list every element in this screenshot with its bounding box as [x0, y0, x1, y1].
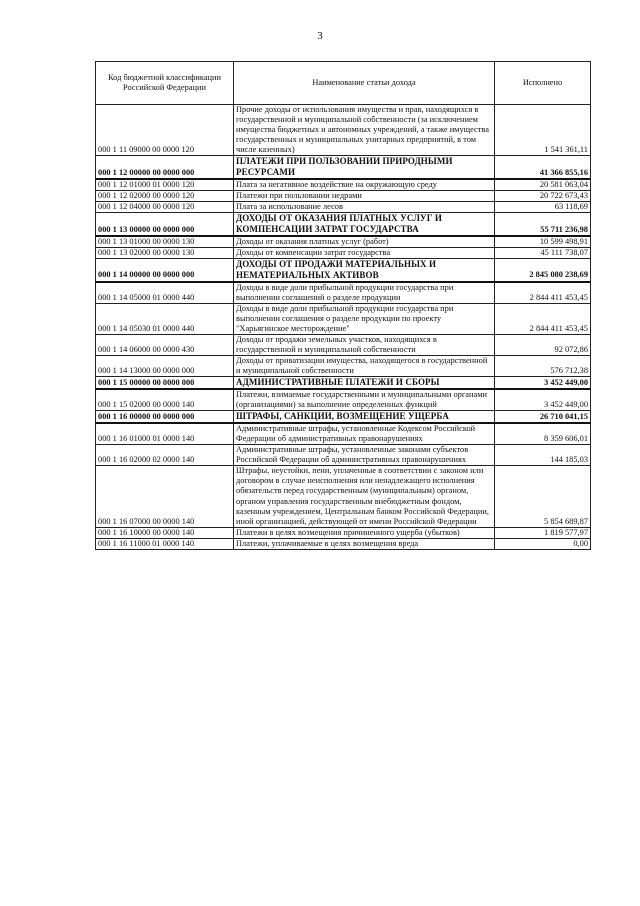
- value-cell: 2 845 080 238,69: [495, 258, 591, 281]
- header-name: Наименование статьи дохода: [234, 62, 495, 105]
- table-row: [96, 527, 591, 538]
- table-row: [96, 334, 591, 355]
- code-cell: 000 1 16 01000 01 0000 140: [96, 423, 234, 445]
- value-cell: 26 710 041,15: [495, 411, 591, 423]
- code-cell: 000 1 11 09000 00 0000 120: [96, 105, 234, 156]
- name-cell: Прочие доходы от использования имущества и прав, находящихся в государственной и муниципальной собственности (за исключением имущества бюджетных и автономных учреждений, а также имущества государственных и муниципальных унитарных предприятий, в том числе казенных): [234, 105, 495, 156]
- revenue-table: [95, 61, 591, 550]
- table-row: [96, 236, 591, 248]
- table-row: [96, 282, 591, 304]
- table-row: [96, 538, 591, 549]
- table-row: [96, 105, 591, 156]
- name-cell: Доходы от компенсации затрат государства: [234, 247, 495, 258]
- code-cell: 000 1 16 11000 01 0000 140: [96, 538, 234, 549]
- name-cell: ДОХОДЫ ОТ ПРОДАЖИ МАТЕРИАЛЬНЫХ И НЕМАТЕРИАЛЬНЫХ АКТИВОВ: [234, 258, 495, 281]
- value-cell: 0,00: [495, 538, 591, 549]
- name-cell: Доходы в виде доли прибыльной продукции государства при выполнении соглашения о разделе продукции по проекту "Харьягинское месторождение": [234, 303, 495, 334]
- value-cell: 8 359 606,01: [495, 423, 591, 445]
- header-value: Исполнено: [495, 62, 591, 105]
- code-cell: 000 1 12 02000 00 0000 120: [96, 191, 234, 202]
- table-header-row: [96, 62, 591, 105]
- name-cell: ШТРАФЫ, САНКЦИИ, ВОЗМЕЩЕНИЕ УЩЕРБА: [234, 411, 495, 423]
- name-cell: Доходы от приватизации имущества, находящегося в государственной и муниципальной собственности: [234, 356, 495, 377]
- name-cell: Доходы от продажи земельных участков, находящихся в государственной и муниципальной собственности: [234, 334, 495, 355]
- value-cell: 20 722 673,43: [495, 191, 591, 202]
- code-cell: 000 1 15 02000 00 0000 140: [96, 389, 234, 411]
- section-row: [96, 377, 591, 389]
- table-row: [96, 466, 591, 527]
- code-cell: 000 1 13 02000 00 0000 130: [96, 247, 234, 258]
- section-row: [96, 213, 591, 236]
- value-cell: 2 844 411 453,45: [495, 303, 591, 334]
- header-code: Код бюджетной классификации Российской Федерации: [96, 62, 234, 105]
- value-cell: 45 111 738,07: [495, 247, 591, 258]
- code-cell: 000 1 12 04000 00 0000 120: [96, 202, 234, 213]
- code-cell: 000 1 14 00000 00 0000 000: [96, 258, 234, 281]
- table-row: [96, 247, 591, 258]
- table-row: [96, 179, 591, 191]
- code-cell: 000 1 15 00000 00 0000 000: [96, 377, 234, 389]
- section-row: [96, 156, 591, 179]
- name-cell: Платежи, уплачиваемые в целях возмещения вреда: [234, 538, 495, 549]
- page-number: 3: [317, 30, 323, 42]
- name-cell: Штрафы, неустойки, пени, уплаченные в соответствии с законом или договором в случае неисполнения или ненадлежащего исполнения обязательств перед государственным (муниципальным) органом, органом управления государственным внебюджетным фондом, казенным учреждением, Центральным банком Российской Федерации, иной организацией, действующей от имени Российской Федерации: [234, 466, 495, 527]
- value-cell: 3 452 449,00: [495, 377, 591, 389]
- value-cell: 2 844 411 453,45: [495, 282, 591, 304]
- name-cell: Платежи в целях возмещения причиненного ущерба (убытков): [234, 527, 495, 538]
- code-cell: 000 1 14 13000 00 0000 000: [96, 356, 234, 377]
- name-cell: ПЛАТЕЖИ ПРИ ПОЛЬЗОВАНИИ ПРИРОДНЫМИ РЕСУРСАМИ: [234, 156, 495, 179]
- code-cell: 000 1 14 06000 00 0000 430: [96, 334, 234, 355]
- name-cell: ДОХОДЫ ОТ ОКАЗАНИЯ ПЛАТНЫХ УСЛУГ И КОМПЕНСАЦИИ ЗАТРАТ ГОСУДАРСТВА: [234, 213, 495, 236]
- value-cell: 55 711 236,98: [495, 213, 591, 236]
- code-cell: 000 1 12 00000 00 0000 000: [96, 156, 234, 179]
- code-cell: 000 1 16 02000 02 0000 140: [96, 445, 234, 466]
- value-cell: 1 819 577,97: [495, 527, 591, 538]
- name-cell: Плата за использование лесов: [234, 202, 495, 213]
- code-cell: 000 1 16 00000 00 0000 000: [96, 411, 234, 423]
- value-cell: 63 118,69: [495, 202, 591, 213]
- table-row: [96, 389, 591, 411]
- section-row: [96, 411, 591, 423]
- name-cell: Административные штрафы, установленные Кодексом Российской Федерации об административных правонарушениях: [234, 423, 495, 445]
- table-row: [96, 356, 591, 377]
- table-row: [96, 202, 591, 213]
- name-cell: Доходы в виде доли прибыльной продукции государства при выполнении соглашений о разделе продукции: [234, 282, 495, 304]
- code-cell: 000 1 16 07000 00 0000 140: [96, 466, 234, 527]
- code-cell: 000 1 16 10000 00 0000 140: [96, 527, 234, 538]
- code-cell: 000 1 13 01000 00 0000 130: [96, 236, 234, 248]
- name-cell: АДМИНИСТРАТИВНЫЕ ПЛАТЕЖИ И СБОРЫ: [234, 377, 495, 389]
- name-cell: Платежи, взимаемые государственными и муниципальными органами (организациями) за выполнение определенных функций: [234, 389, 495, 411]
- table-row: [96, 191, 591, 202]
- value-cell: 41 366 855,16: [495, 156, 591, 179]
- value-cell: 1 541 361,11: [495, 105, 591, 156]
- name-cell: Платежи при пользовании недрами: [234, 191, 495, 202]
- code-cell: 000 1 13 00000 00 0000 000: [96, 213, 234, 236]
- value-cell: 10 599 498,91: [495, 236, 591, 248]
- value-cell: 20 581 063,04: [495, 179, 591, 191]
- code-cell: 000 1 14 05030 01 0000 440: [96, 303, 234, 334]
- table-row: [96, 303, 591, 334]
- value-cell: 144 185,03: [495, 445, 591, 466]
- value-cell: 3 452 449,00: [495, 389, 591, 411]
- section-row: [96, 258, 591, 281]
- name-cell: Административные штрафы, установленные законами субъектов Российской Федерации об административных правонарушениях: [234, 445, 495, 466]
- code-cell: 000 1 14 05000 01 0000 440: [96, 282, 234, 304]
- table-row: [96, 423, 591, 445]
- value-cell: 576 712,38: [495, 356, 591, 377]
- table-row: [96, 445, 591, 466]
- value-cell: 92 072,86: [495, 334, 591, 355]
- value-cell: 5 854 689,87: [495, 466, 591, 527]
- name-cell: Плата за негативное воздействие на окружающую среду: [234, 179, 495, 191]
- table-body: [96, 105, 591, 550]
- code-cell: 000 1 12 01000 01 0000 120: [96, 179, 234, 191]
- name-cell: Доходы от оказания платных услуг (работ): [234, 236, 495, 248]
